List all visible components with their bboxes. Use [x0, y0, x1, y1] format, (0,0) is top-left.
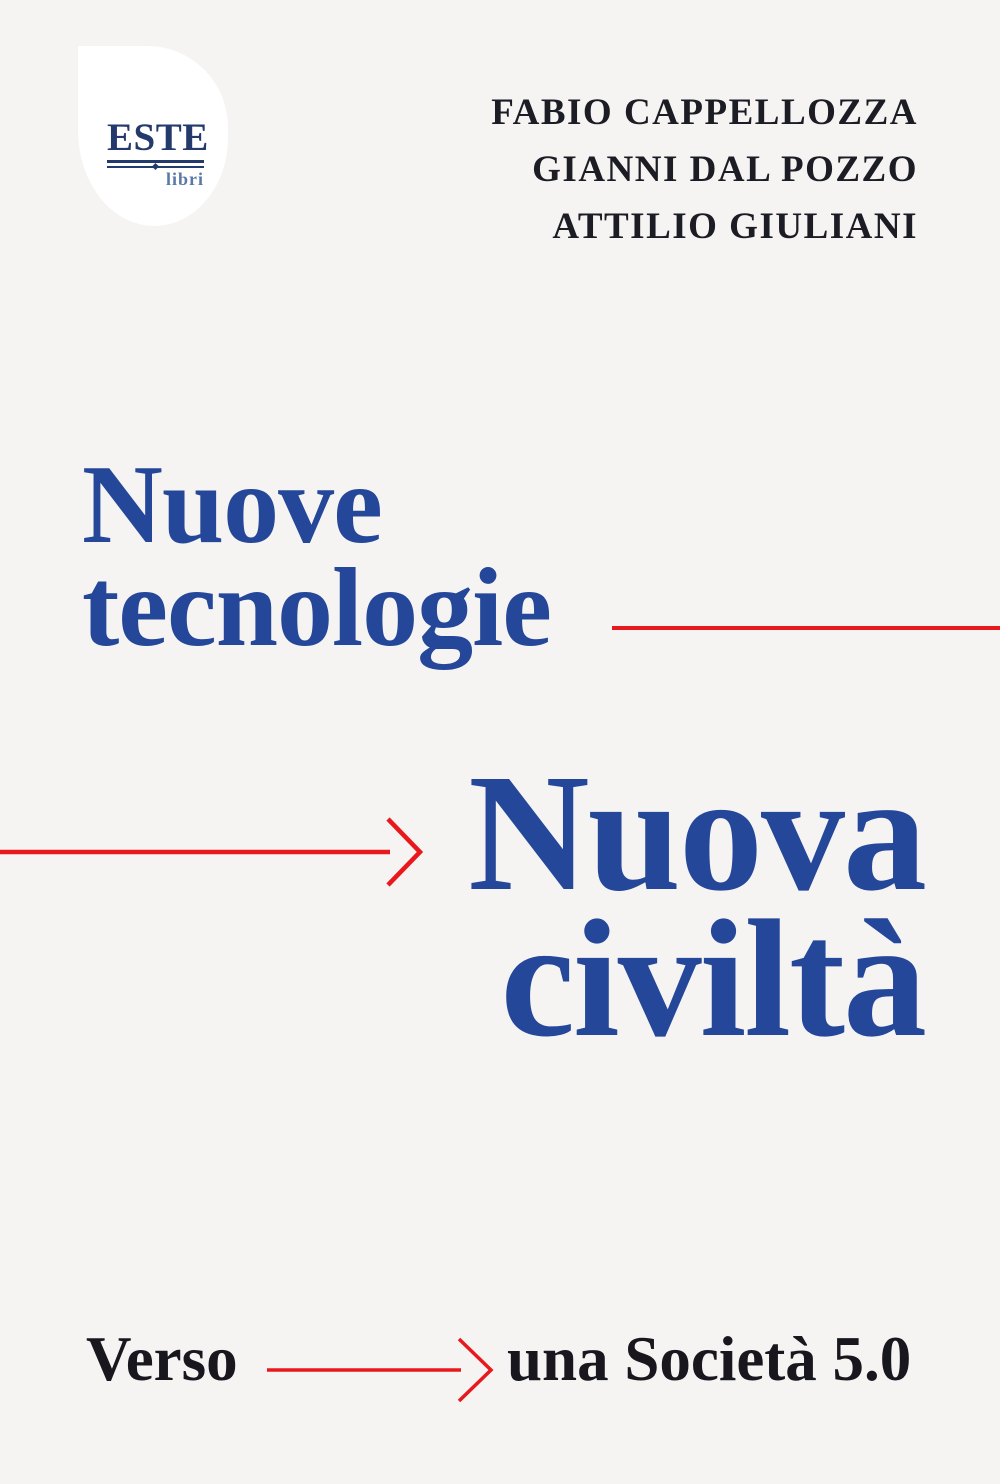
publisher-imprint: libri: [165, 169, 204, 189]
author-name: ATTILIO GIULIANI: [552, 206, 918, 247]
publisher-logo: [107, 116, 209, 189]
author-list: [491, 84, 918, 255]
author-name: FABIO CAPPELLOZZA: [491, 92, 918, 133]
logo-rules: [107, 160, 204, 168]
logo-diamond-ornament: [151, 163, 158, 170]
title-line-nuova: Nuova: [468, 740, 925, 926]
title-part-one: [82, 443, 551, 670]
red-line-divider: [612, 626, 1000, 630]
publisher-name: ESTE: [107, 116, 209, 159]
title-line-tecnologie: tecnologie: [82, 546, 551, 670]
long-right-arrow-icon: [0, 808, 425, 896]
arrow-head: [388, 819, 420, 885]
subtitle-societa: una Società 5.0: [507, 1324, 912, 1394]
publisher-logo-drop: [78, 46, 228, 226]
arrow-head: [459, 1339, 491, 1401]
title-line-nuove: Nuove: [82, 443, 382, 567]
subtitle-verso: Verso: [86, 1324, 238, 1394]
title-part-two: [468, 740, 925, 1072]
author-name: GIANNI DAL POZZO: [532, 149, 918, 190]
title-line-civilta: civiltà: [500, 886, 925, 1072]
subtitle-right-arrow-icon: [265, 1334, 497, 1406]
